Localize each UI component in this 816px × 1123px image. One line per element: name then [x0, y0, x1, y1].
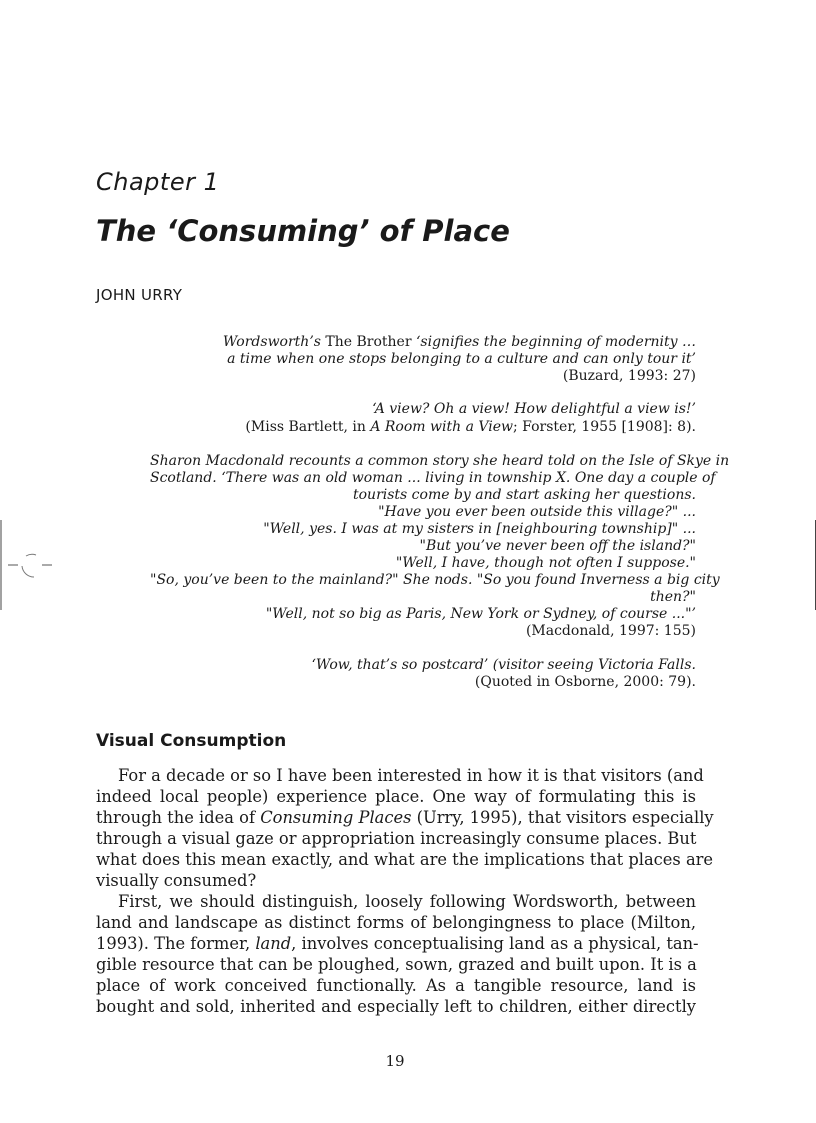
body-p1-line-3-end: (Urry, 1995), that visitors especially — [411, 808, 714, 827]
body-p2-line-3-start: 1993). The former, — [96, 934, 256, 953]
epigraph-4-citation: (Quoted in Osborne, 2000: 79). — [474, 674, 696, 690]
epigraph-3-line-5: "Well, yes. I was at my sisters in [neighbouring township]" ... — [263, 521, 696, 537]
body-p2-line-3-end: , involves conceptualising land as a physical, tan- — [291, 934, 699, 953]
epigraph-3-line-9: then?" — [650, 589, 696, 605]
epigraph-3-line-6: "But you’ve never been off the island?" — [419, 538, 696, 554]
epigraph-3-line-8: "So, you’ve been to the mainland?" She nods. "So you found Inverness a big city — [150, 572, 720, 588]
body-p1-line-2: indeed local people) experience place. One way of formulating this is — [96, 787, 696, 806]
epigraph-1-quote-start: ‘signifies the beginning of modernity … — [415, 334, 696, 350]
epigraph-2-citation-start: (Miss Bartlett, in — [245, 419, 371, 435]
body-p2-line-3 — [96, 933, 699, 954]
epigraph-1-citation: (Buzard, 1993: 27) — [562, 368, 696, 384]
epigraph-1-line-2: a time when one stops belonging to a culture and can only tour it’ — [227, 351, 696, 367]
section-heading: Visual Consumption — [96, 731, 287, 751]
body-p2-line-6: bought and sold, inherited and especially left to children, either directly — [96, 997, 696, 1016]
body-p1-line-1: For a decade or so I have been interested in how it is that visitors (and — [118, 766, 704, 785]
body-p1-line-6: visually consumed? — [96, 871, 257, 890]
body-p1-line-5: what does this mean exactly, and what are the implications that places are — [96, 850, 714, 869]
body-p2-line-2: land and landscape as distinct forms of belongingness to place (Milton, — [96, 913, 696, 932]
epigraph-3-line-3: tourists come by and start asking her questions. — [353, 487, 696, 503]
epigraph-3-line-4: "Have you ever been outside this village?" ... — [378, 504, 696, 520]
body-p2-line-1: First, we should distinguish, loosely following Wordsworth, between — [118, 892, 696, 911]
epigraph-2-quote: ‘A view? Oh a view! How delightful a view is!’ — [372, 401, 696, 417]
chapter-title: The ‘Consuming’ of Place — [96, 214, 510, 248]
epigraph-1-work-title: The Brother — [320, 334, 416, 350]
epigraph-4-quote: ‘Wow, that’s so postcard’ (visitor seeing Victoria Falls. — [311, 657, 696, 673]
body-p2-line-4: gible resource that can be ploughed, sown, grazed and built upon. It is a — [96, 955, 697, 974]
epigraph-2-citation — [245, 419, 696, 436]
author-name: JOHN URRY — [96, 286, 183, 304]
epigraph-3-citation: (Macdonald, 1997: 155) — [525, 623, 696, 639]
epigraph-2-citation-end: ; Forster, 1955 [1908]: 8). — [512, 419, 696, 435]
body-p1-line-3 — [96, 807, 714, 828]
body-p1-line-3-start: through the idea of — [96, 808, 261, 827]
epigraph-1-author-ref: Wordsworth’s — [222, 334, 321, 350]
epigraph-3-line-2: Scotland. ‘There was an old woman ... living in township X. One day a couple of — [150, 470, 716, 486]
body-p1-line-4: through a visual gaze or appropriation increasingly consume places. But — [96, 829, 697, 848]
body-p2-line-5: place of work conceived functionally. As a tangible resource, land is — [96, 976, 696, 995]
epigraph-3-line-1: Sharon Macdonald recounts a common story she heard told on the Isle of Skye in — [150, 453, 730, 469]
epigraph-1-line-1 — [223, 334, 696, 351]
page-number: 19 — [385, 1052, 405, 1070]
epigraph-3-line-10: "Well, not so big as Paris, New York or Sydney, of course ..."’ — [265, 606, 696, 622]
epigraph-2-book-title: A Room with a View — [370, 419, 513, 435]
chapter-label: Chapter 1 — [96, 168, 220, 196]
body-p1-book-title: Consuming Places — [260, 808, 412, 827]
epigraph-3-line-7: "Well, I have, though not often I suppose." — [395, 555, 696, 571]
crop-mark-icon — [0, 520, 60, 610]
body-p2-term-land: land — [255, 934, 292, 953]
